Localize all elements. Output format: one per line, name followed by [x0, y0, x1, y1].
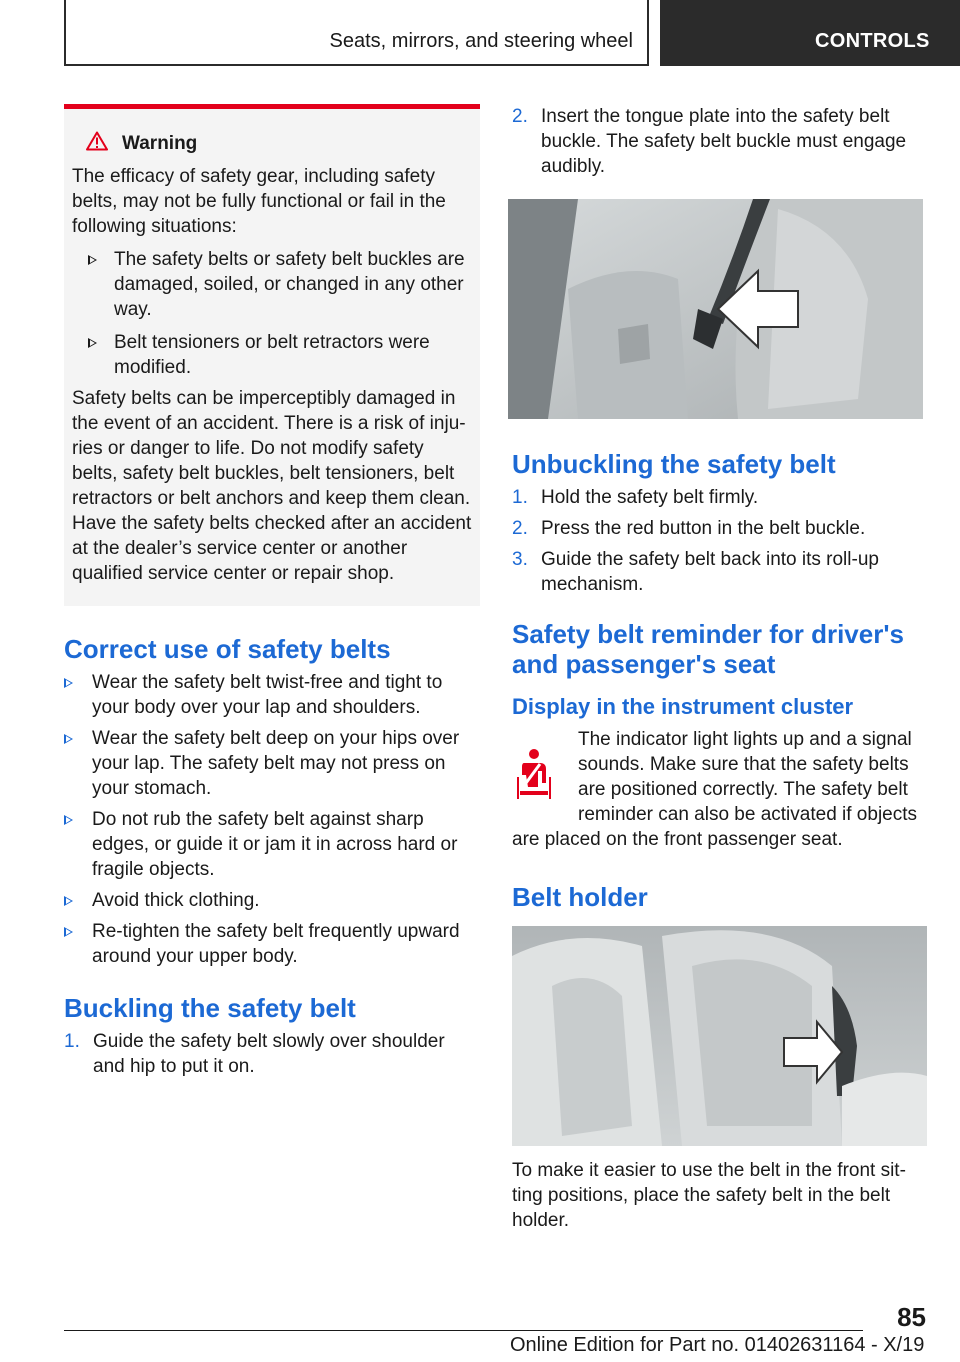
- warning-list-item: Belt tensioners or belt retractors were modified.: [78, 330, 480, 380]
- warning-body: Safety belts can be imperceptibly damaged in the event of an accident. There is a risk of injuries or danger to life. Do not modify safety belts, safety belt buckles, belt tensioners, belt retractors or belt anchors and keep them clean. Have the safety belts checked after an accident at the dealer’s service center or another qualified service center or repair shop.: [72, 388, 472, 584]
- heading-buckling: Buckling the safety belt: [64, 993, 356, 1023]
- list-item: Re-tighten the safety belt frequently upward around your upper body.: [64, 919, 480, 969]
- right-column: [512, 104, 930, 1233]
- left-column: [64, 104, 480, 1079]
- footer-divider: [64, 1330, 863, 1331]
- list-item: Wear the safety belt twist-free and tight to your body over your lap and shoulders.: [64, 670, 480, 720]
- step-item: 1. Guide the safety belt slowly over shoulder and hip to put it on.: [64, 1031, 445, 1077]
- warning-header: [86, 131, 480, 156]
- header-chapter-box: [660, 0, 960, 66]
- bullet-triangle-icon: [64, 927, 73, 937]
- belt-holder-photo: [512, 926, 927, 1146]
- list-item: Do not rub the safety belt against sharp edges, or guide it or jam it in across hard or fragile objects.: [64, 807, 480, 882]
- warning-title: Warning: [122, 132, 198, 154]
- header-section-box: [64, 0, 649, 66]
- bullet-triangle-icon: [64, 734, 73, 744]
- bullet-triangle-icon: [64, 815, 73, 825]
- warning-box: [64, 104, 480, 606]
- list-item: Wear the safety belt deep on your hips over your lap. The safety belt may not press on your stomach.: [64, 726, 480, 801]
- step-item: 1. Hold the safety belt firmly.: [512, 487, 759, 508]
- bullet-triangle-icon: [88, 338, 97, 348]
- belt-holder-text: To make it easier to use the belt in the front sitting positions, place the safety belt in the belt holder.: [512, 1160, 906, 1231]
- heading-correct-use: Correct use of safety belts: [64, 634, 391, 664]
- bullet-triangle-icon: [64, 678, 73, 688]
- reminder-text: The indicator light lights up and a signal sounds. Make sure that the safety belts are positioned correctly. The safety belt reminder can also be activated if objects are placed on the front passenger seat.: [512, 729, 918, 850]
- header-chapter-title: CONTROLS: [815, 30, 930, 52]
- bullet-triangle-icon: [88, 255, 97, 265]
- heading-belt-holder: Belt holder: [512, 882, 648, 912]
- heading-unbuckling: Unbuckling the safety belt: [512, 449, 836, 479]
- list-item: Avoid thick clothing.: [64, 888, 480, 913]
- warning-intro: The efficacy of safety gear, including safety belts, may not be fully functional or fail in the following situations:: [72, 166, 446, 237]
- page-number: 85: [897, 1302, 926, 1332]
- seatbelt-warning-icon: [512, 727, 578, 807]
- buckle-photo: [508, 199, 923, 419]
- reminder-text-block: [512, 727, 930, 852]
- subheading-display: Display in the instrument cluster: [512, 694, 854, 719]
- step-item: 2. Press the red button in the belt buckle.: [512, 518, 866, 539]
- header-section-title: Seats, mirrors, and steering wheel: [329, 30, 633, 52]
- footer-edition: Online Edition for Part no. 01402631164 - X/19: [510, 1334, 925, 1356]
- step-item: 3. Guide the safety belt back into its roll-up mechanism.: [512, 549, 879, 595]
- warning-triangle-icon: [86, 131, 108, 156]
- heading-reminder: Safety belt reminder for driver's and passenger's seat: [512, 619, 904, 679]
- warning-list-item: The safety belts or safety belt buckles are damaged, soiled, or changed in any other way.: [78, 247, 480, 322]
- bullet-triangle-icon: [64, 896, 73, 906]
- step-item: 2. Insert the tongue plate into the safety belt buckle. The safety belt buckle must engage audibly.: [512, 106, 907, 177]
